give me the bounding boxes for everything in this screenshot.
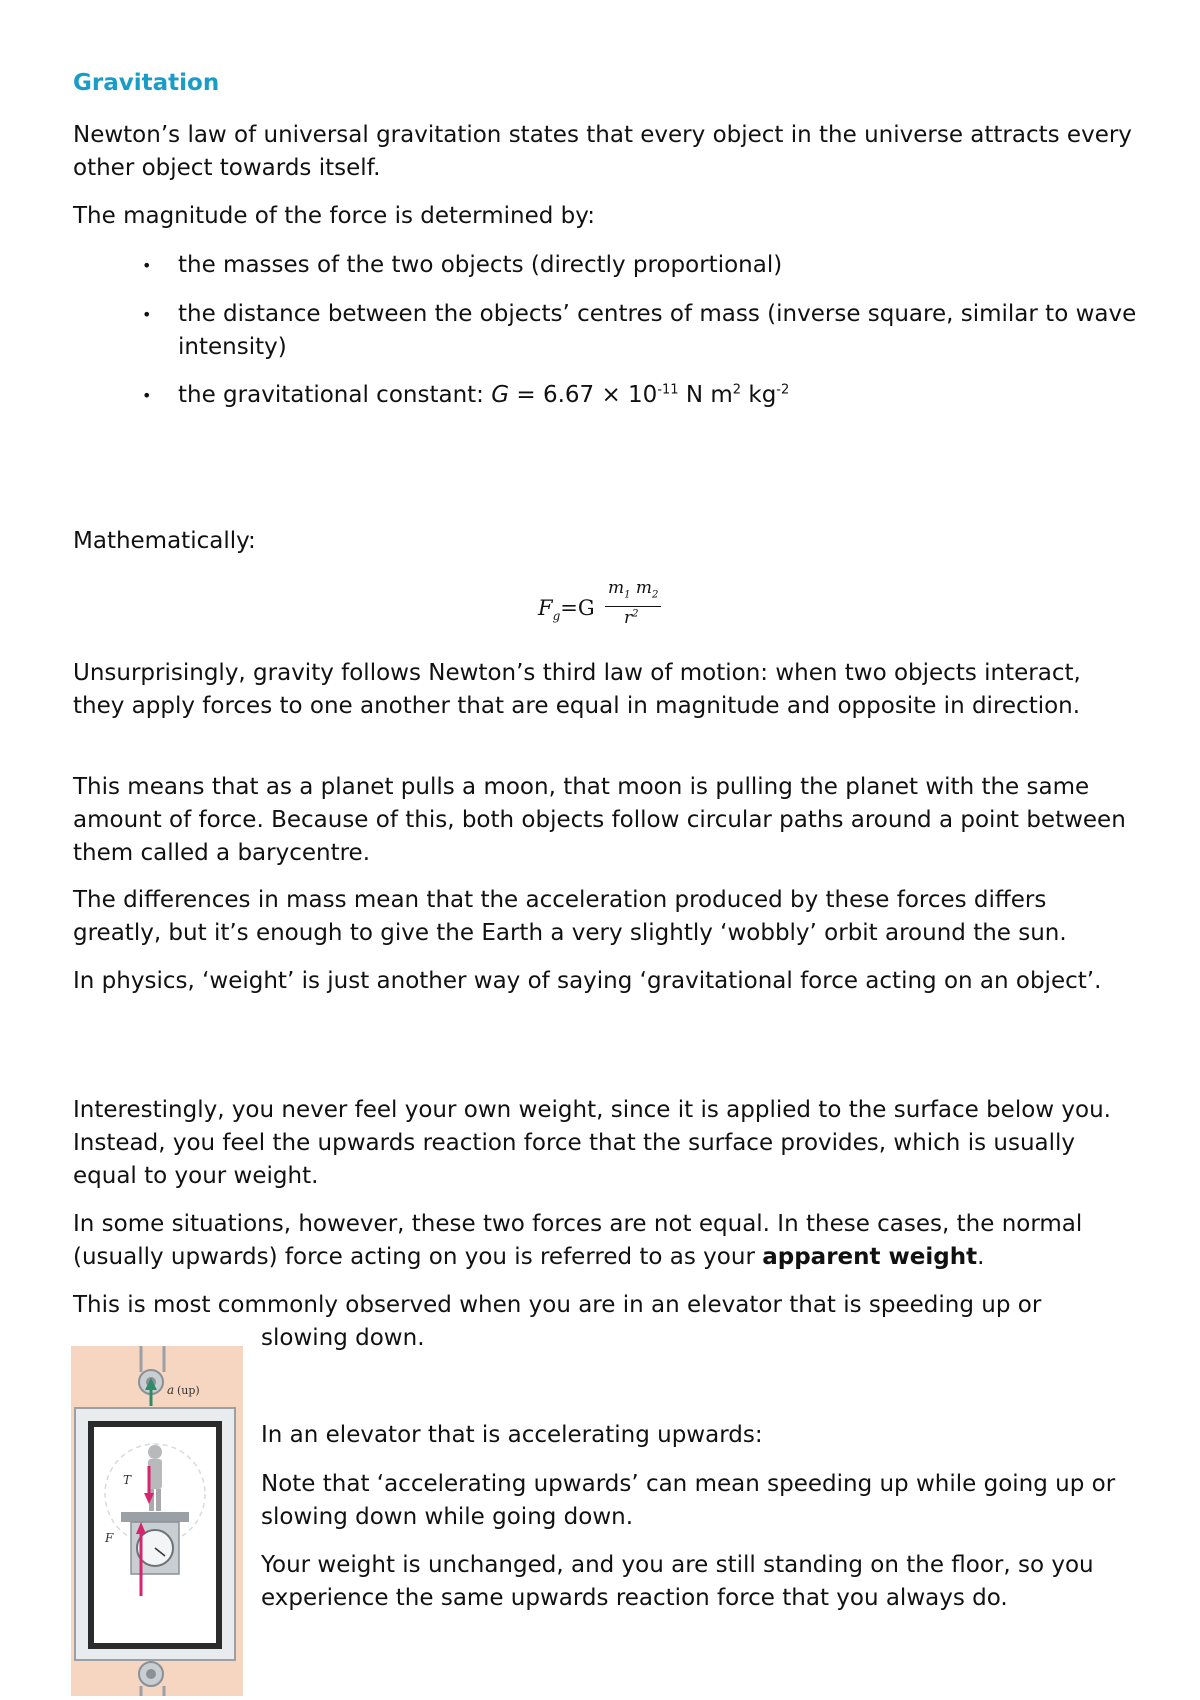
constant-exp2: 2	[732, 382, 742, 398]
gravitation-formula	[538, 578, 688, 638]
bullet-masses	[142, 249, 1138, 282]
constant-unit2: kg	[741, 382, 777, 408]
bullet-icon: •	[142, 256, 152, 275]
person-head	[148, 1445, 162, 1459]
magnitude-intro: The magnitude of the force is determined by:	[73, 203, 595, 229]
weight-definition-paragraph: In physics, ‘weight’ is just another way of saying ‘gravitational force acting on an object’.	[73, 968, 1102, 994]
bullet-distance	[142, 298, 1138, 364]
elevator-illustration	[71, 1346, 243, 1696]
elevator-intro-line2: slowing down.	[261, 1325, 425, 1351]
formula-fraction-bar	[605, 606, 661, 607]
third-law-paragraph: Unsurprisingly, gravity follows Newton’s third law of motion: when two objects interact, they apply forces to one another that are equal in magnitude and opposite in direction.	[73, 660, 1081, 719]
bullet-constant	[142, 379, 1138, 412]
apparent-weight-paragraph: In some situations, however, these two forces are not equal. In these cases, the normal (usually upwards) force acting on you is referred to as your apparent weight.	[73, 1211, 1083, 1270]
bullet-icon: •	[142, 305, 152, 324]
bullet-icon: •	[142, 386, 152, 405]
page-heading: Gravitation	[73, 70, 220, 96]
constant-symbol: G	[491, 382, 510, 408]
constant-exp1: -11	[657, 382, 679, 398]
intro-paragraph: Newton’s law of universal gravitation states that every object in the universe attracts every other object towards itself.	[73, 122, 1132, 181]
mathematically-label: Mathematically:	[73, 528, 256, 554]
accelerating-upwards-note: Note that ‘accelerating upwards’ can mean speeding up while going up or slowing down while going down.	[261, 1471, 1116, 1530]
constant-prefix: the gravitational constant:	[178, 382, 492, 408]
constant-value: = 6.67 × 10	[509, 382, 658, 408]
scale-platform	[121, 1512, 189, 1522]
bullet-distance-text: the distance between the objects’ centres of mass (inverse square, similar to wave intensity)	[178, 301, 1137, 360]
mass-difference-paragraph: The differences in mass mean that the acceleration produced by these forces differs greatly, but it’s enough to give the Earth a very slightly ‘wobbly’ orbit around the sun.	[73, 887, 1067, 946]
constant-unit1: N m	[678, 382, 733, 408]
bullet-masses-text: the masses of the two objects (directly proportional)	[178, 252, 783, 278]
person-leg-right	[156, 1489, 161, 1511]
formula-denominator: $r^2$	[624, 608, 639, 628]
acceleration-direction: (up)	[177, 1384, 200, 1397]
elevator-intro-line1: This is most commonly observed when you are in an elevator that is speeding up or	[73, 1292, 1042, 1318]
formula-lhs: $F_g=G$	[538, 596, 595, 624]
barycentre-paragraph: This means that as a planet pulls a moon, that moon is pulling the planet with the same amount of force. Because of this, both objects follow circular paths around a point between them called a barycentre.	[73, 774, 1126, 866]
pulley-bottom-hub	[146, 1669, 156, 1679]
acceleration-label: a	[167, 1383, 175, 1397]
formula-numerator: $m_1$ $m_2$	[608, 578, 659, 601]
accelerating-upwards-heading: In an elevator that is accelerating upwards:	[261, 1422, 763, 1448]
elevator-figure	[71, 1346, 243, 1696]
apparent-weight-term: apparent weight	[762, 1244, 978, 1270]
tension-label: T	[123, 1473, 132, 1487]
constant-exp3: -2	[776, 382, 790, 398]
weight-unchanged-paragraph: Your weight is unchanged, and you are still standing on the floor, so you experience the same upwards reaction force that you always do.	[261, 1552, 1094, 1611]
normal-force-label: F	[105, 1531, 114, 1545]
reaction-force-paragraph: Interestingly, you never feel your own weight, since it is applied to the surface below you. Instead, you feel the upwards reaction force that the surface provides, which is usually equal to your weight.	[73, 1097, 1111, 1189]
